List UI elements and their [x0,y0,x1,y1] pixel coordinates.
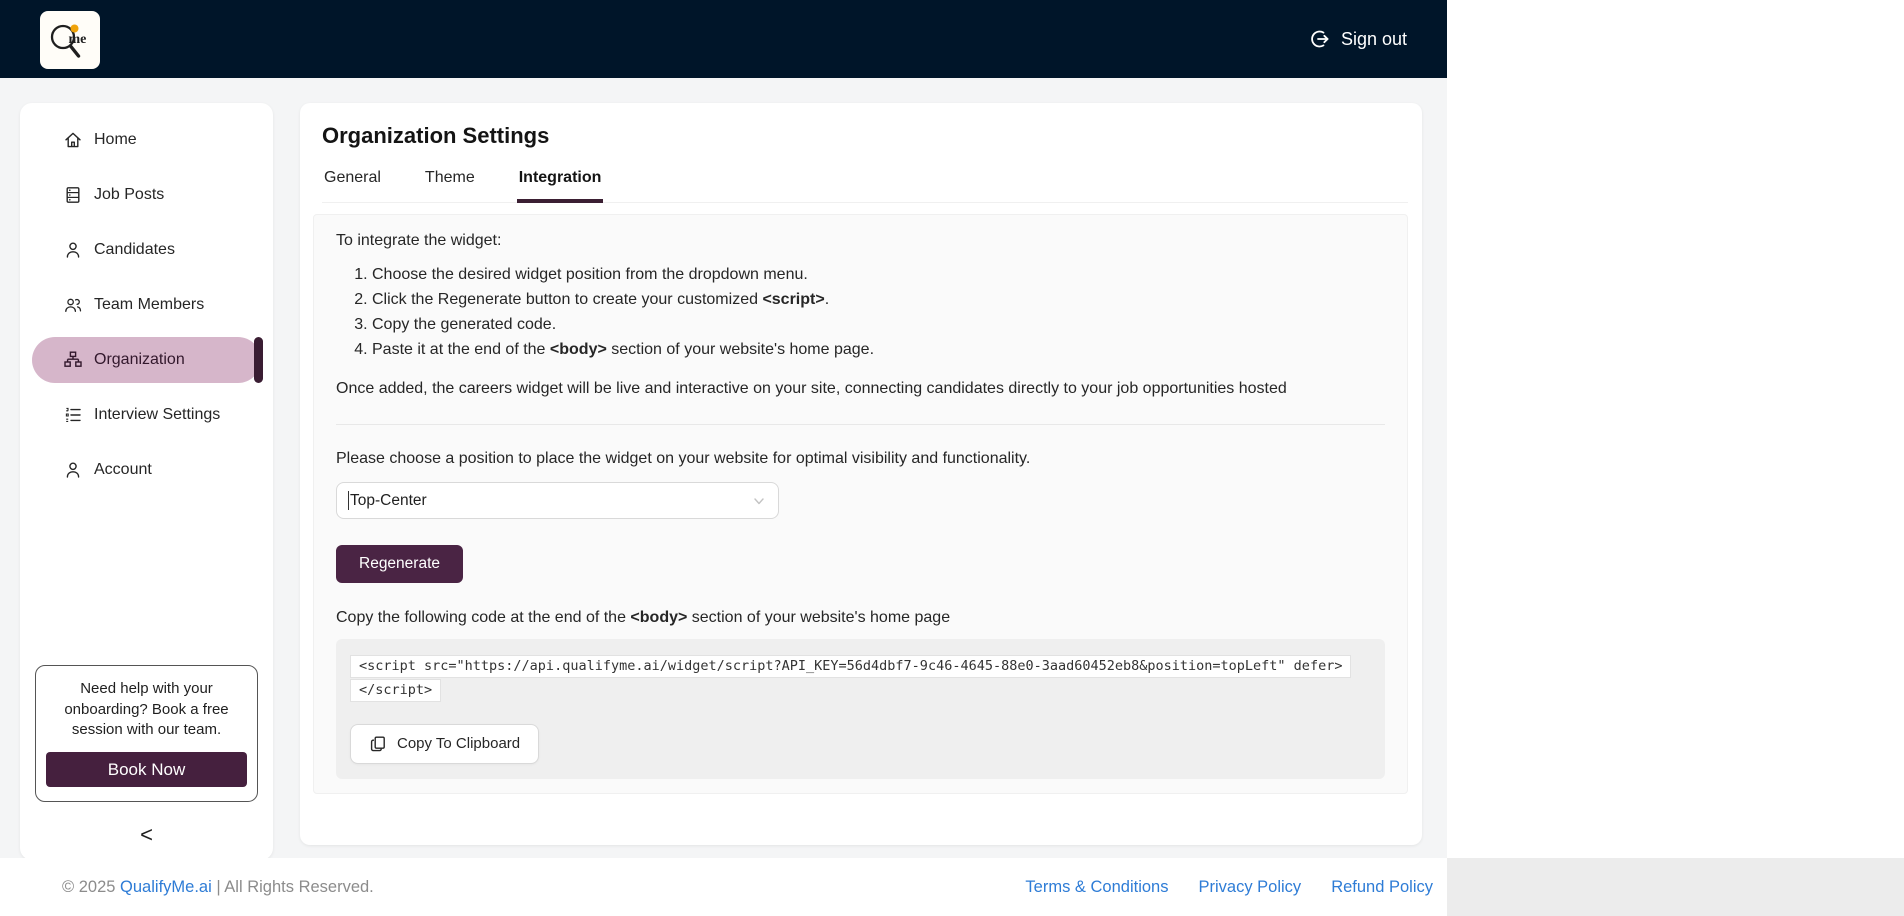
job-posts-icon [63,185,83,205]
step-item: 2. Click the Regenerate button to create your customized <script>. [372,291,1385,309]
sidebar-item-label: Team Members [94,296,205,313]
footer-bar [0,858,1447,916]
sidebar-item-label: Job Posts [94,186,165,203]
regenerate-button[interactable]: Regenerate [336,545,463,583]
sidebar-item-account[interactable] [32,447,261,493]
magnifier-logo-icon [47,16,93,64]
terms-link[interactable]: Terms & Conditions [1025,877,1169,896]
embed-code-container [336,639,1385,779]
copy-to-clipboard-button[interactable] [350,724,539,764]
code-line [350,655,1365,679]
sidebar-item-team-members[interactable] [32,282,261,328]
qualifyme-logo[interactable] [40,11,100,69]
position-prompt: Please choose a position to place the widget on your website for optimal visibility and functionality. [336,450,1031,467]
copy-button-label: Copy To Clipboard [397,735,521,753]
step-item: 1. Choose the desired widget position from the dropdown menu. [372,266,1385,284]
logo-me-text: me [68,32,87,47]
sidebar-item-job-posts[interactable] [32,172,261,218]
copyright-text: © 2025 QualifyMe.ai | All Rights Reserved. [62,877,374,896]
account-icon [63,460,83,480]
main-content-card [300,103,1422,845]
org-chart-icon [63,350,83,370]
book-now-button[interactable]: Book Now [46,752,247,787]
step-item: 4. Paste it at the end of the <body> section of your website's home page. [372,341,1385,359]
integration-intro: To integrate the widget: [336,232,502,249]
code-line [350,679,1365,703]
sidebar-item-label: Organization [94,351,185,368]
sidebar-item-label: Home [94,131,137,148]
copy-code-instruction: Copy the following code at the end of the <body> section of your website's home page [336,609,951,626]
help-text: Need help with your onboarding? Book a free session with our team. [64,680,229,738]
onboarding-help-box [35,665,258,802]
sidebar-collapse-button[interactable] [20,824,273,846]
logout-icon [1309,28,1331,50]
active-item-indicator [254,337,263,383]
right-empty-area [1447,0,1904,916]
sidebar-item-candidates[interactable] [32,227,261,273]
sidebar-item-label: Candidates [94,241,175,258]
embed-code-text[interactable]: </script> [350,679,441,702]
position-select[interactable] [336,482,779,519]
brand-link[interactable]: QualifyMe.ai [120,877,212,896]
position-select-value: Top-Center [350,491,427,509]
sidebar-item-label: Account [94,461,152,478]
right-empty-area-bottom [1447,858,1904,916]
tab-general[interactable]: General [324,169,381,186]
chevron-left-icon: < [140,822,153,847]
sidebar [20,103,273,860]
team-icon [63,295,83,315]
integration-panel [313,214,1408,794]
sign-out-label: Sign out [1340,28,1407,49]
sidebar-item-label: Interview Settings [94,406,221,423]
integration-note: Once added, the careers widget will be live and interactive on your site, connecting candidates directly to your job opportunities hosted [336,380,1287,397]
home-icon [63,130,83,150]
tab-integration[interactable]: Integration [517,169,604,203]
list-settings-icon [63,405,83,425]
sign-out-button[interactable] [1309,28,1407,50]
text-cursor [348,491,349,510]
settings-tabs [322,169,1408,203]
page-title: Organization Settings [322,123,550,148]
embed-code-text[interactable]: <script src="https://api.qualifyme.ai/widget/script?API_KEY=56d4dbf7-9c46-4645-88e0-3aad60452eb8&position=topLeft" defer> [350,655,1351,678]
footer-links [1025,878,1433,897]
section-divider [336,424,1385,425]
integration-steps-list [336,266,1385,359]
sidebar-item-home[interactable] [32,117,261,163]
top-header-bar [0,0,1447,78]
step-item: 3. Copy the generated code. [372,316,1385,334]
chevron-down-icon [751,493,767,509]
refund-link[interactable]: Refund Policy [1331,877,1433,896]
sidebar-item-organization[interactable] [32,337,261,383]
person-icon [63,240,83,260]
sidebar-item-interview-settings[interactable] [32,392,261,438]
copy-icon [369,735,387,753]
tab-theme[interactable]: Theme [424,169,475,186]
privacy-link[interactable]: Privacy Policy [1198,877,1302,896]
